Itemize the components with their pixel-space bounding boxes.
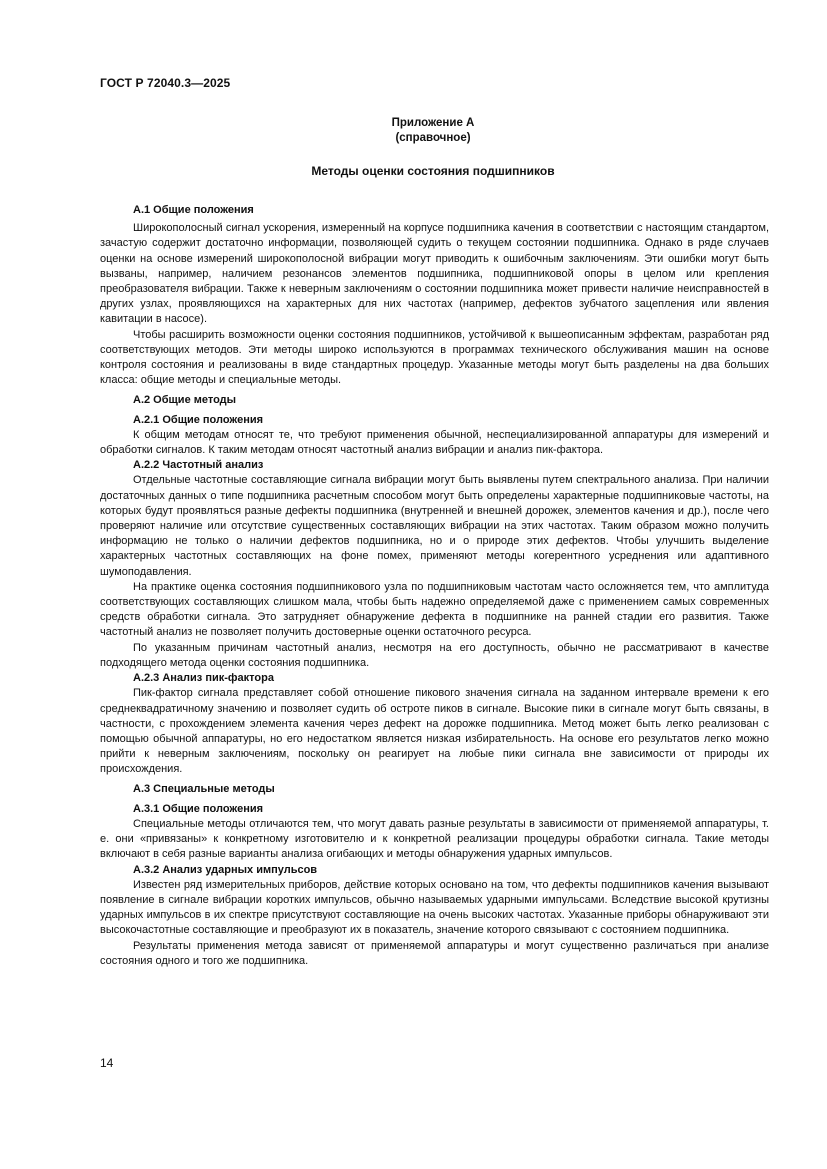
doc-title: Методы оценки состояния подшипников <box>311 164 555 178</box>
paragraph-a31-1: Специальные методы отличаются тем, что могут давать разные результаты в зависимости от применяемой аппаратуры, т. е. они «привязаны» к конкретному изготовителю и к конкретной реализации процедуры обработки сигнала. Такие методы включают в себя разные варианты анализа огибающих и методы обнаружения ударных импульсов. <box>100 817 769 861</box>
subsection-heading-a32: А.3.2 Анализ ударных импульсов <box>133 863 318 876</box>
subsection-heading-a31: А.3.1 Общие положения <box>133 802 264 815</box>
paragraph-a32-2: Результаты применения метода зависят от применяемой аппаратуры и могут существенно различаться при анализе состояния одного и того же подшипника. <box>100 939 769 967</box>
paragraph-a22-1: Отдельные частотные составляющие сигнала вибрации могут быть выявлены путем спектрального анализа. При наличии достаточных данных о типе подшипника расчетным способом могут быть определены характерные подшипниковые частоты, на которых будут проявляться разные дефекты подшипника (внутренней и внешней дорожек, элементов качения и др.), после чего проверяют наличие или отсутствие существенных составляющих вибрации на этих частотах. Таким образом можно получить информацию не только о наличии дефектов подшипника, но и о природе этих дефектов. Чтобы улучшить выделение характерных частотных составляющих на фоне помех, применяют методы когерентного усреднения или адаптивного шумоподавления. <box>100 474 769 578</box>
paragraph-a32-1: Известен ряд измерительных приборов, действие которых основано на том, что дефекты подшипников качения вызывают появление в сигнале вибрации коротких импульсов, обычно называемых ударными импульсами. Вследствие высокой крутизны ударных импульсов в их спектре присутствуют составляющие на очень высоких частотах. Указанные приборы обнаруживают эти высокочастотные составляющие и преобразуют их в показатель, значение которого связывают с состоянием подшипника. <box>100 878 769 937</box>
paragraph-a1-1: Широкополосный сигнал ускорения, измеренный на корпусе подшипника качения в соответствии с настоящим стандартом, зачастую содержит достаточно информации, позволяющей судить о текущем состоянии подшипника. Однако в ряде случаев оценки на основе измерений широкополосной вибрации могут приводить к ошибочным заключениям. Эти ошибки могут быть вызваны, например, наличием резонансов элементов подшипника, подшипниковой опоры в целом или крепления преобразователя вибрации. Также к неверным заключениям о состоянии подшипника может привести наличие неисправностей в других узлах, проявляющихся на характерных для них частотах (например, дефектов зубчатого зацепления или явления кавитации в насосе). <box>100 222 769 326</box>
section-heading-a2: А.2 Общие методы <box>133 393 237 406</box>
annex-heading <box>100 116 766 146</box>
page-number: 14 <box>100 1056 114 1070</box>
paragraph-a21-1: К общим методам относят те, что требуют применения обычной, неспециализированной аппаратуры для измерений и обработки сигналов. К таким методам относят частотный анализ вибрации и анализ пик-фактора. <box>100 428 769 457</box>
section-heading-a1: А.1 Общие положения <box>133 204 254 216</box>
annex-subtitle: (справочное) <box>395 132 471 144</box>
subsection-heading-a22: А.2.2 Частотный анализ <box>133 459 264 472</box>
document-header: ГОСТ Р 72040.3—2025 <box>100 76 231 90</box>
subsection-heading-a23: А.2.3 Анализ пик-фактора <box>133 672 274 685</box>
paragraph-a1-2: Чтобы расширить возможности оценки состояния подшипников, устойчивой к вышеописанным эффектам, разработан ряд соответствующих методов. Эти методы широко используются в программах технического обслуживания машин на основе контроля состояния и реализованы в виде стандартных процедур. Указанные методы могут быть разделены на два больших класса: общие методы и специальные методы. <box>100 328 769 387</box>
document-body <box>100 203 769 969</box>
paragraph-a23-1: Пик-фактор сигнала представляет собой отношение пикового значения сигнала на заданном интервале времени к его среднеквадратичному значению и позволяет судить об остроте пиков в сигнале. Высокие пики в сигнале могут быть связаны, в частности, с прохождением элемента качения через дефект на дорожке подшипника. Метод может быть легко реализован с помощью обычной аппаратуры, но его недостатком является низкая избирательность. На основе его результатов легко можно прийти к неверным заключениям, поскольку он реагирует на любые пики сигнала вне зависимости от природы их происхождения. <box>100 687 769 776</box>
annex-title: Приложение А <box>391 117 475 129</box>
paragraph-a22-3: По указанным причинам частотный анализ, несмотря на его доступность, обычно не рассматривают в качестве подходящего метода оценки состояния подшипника. <box>100 641 769 669</box>
paragraph-a22-2: На практике оценка состояния подшипникового узла по подшипниковым частотам часто осложняется тем, что амплитуда соответствующих составляющих слишком мала, чтобы быть надежно определяемой даже с применением самых современных средств обработки сигнала. Это затрудняет обнаружение дефекта в подшипнике на ранней стадии его развития. Также частотный анализ не позволяет получить достоверные оценки остаточного ресурса. <box>100 580 769 639</box>
section-heading-a3: А.3 Специальные методы <box>133 783 275 796</box>
subsection-heading-a21: А.2.1 Общие положения <box>133 413 264 426</box>
